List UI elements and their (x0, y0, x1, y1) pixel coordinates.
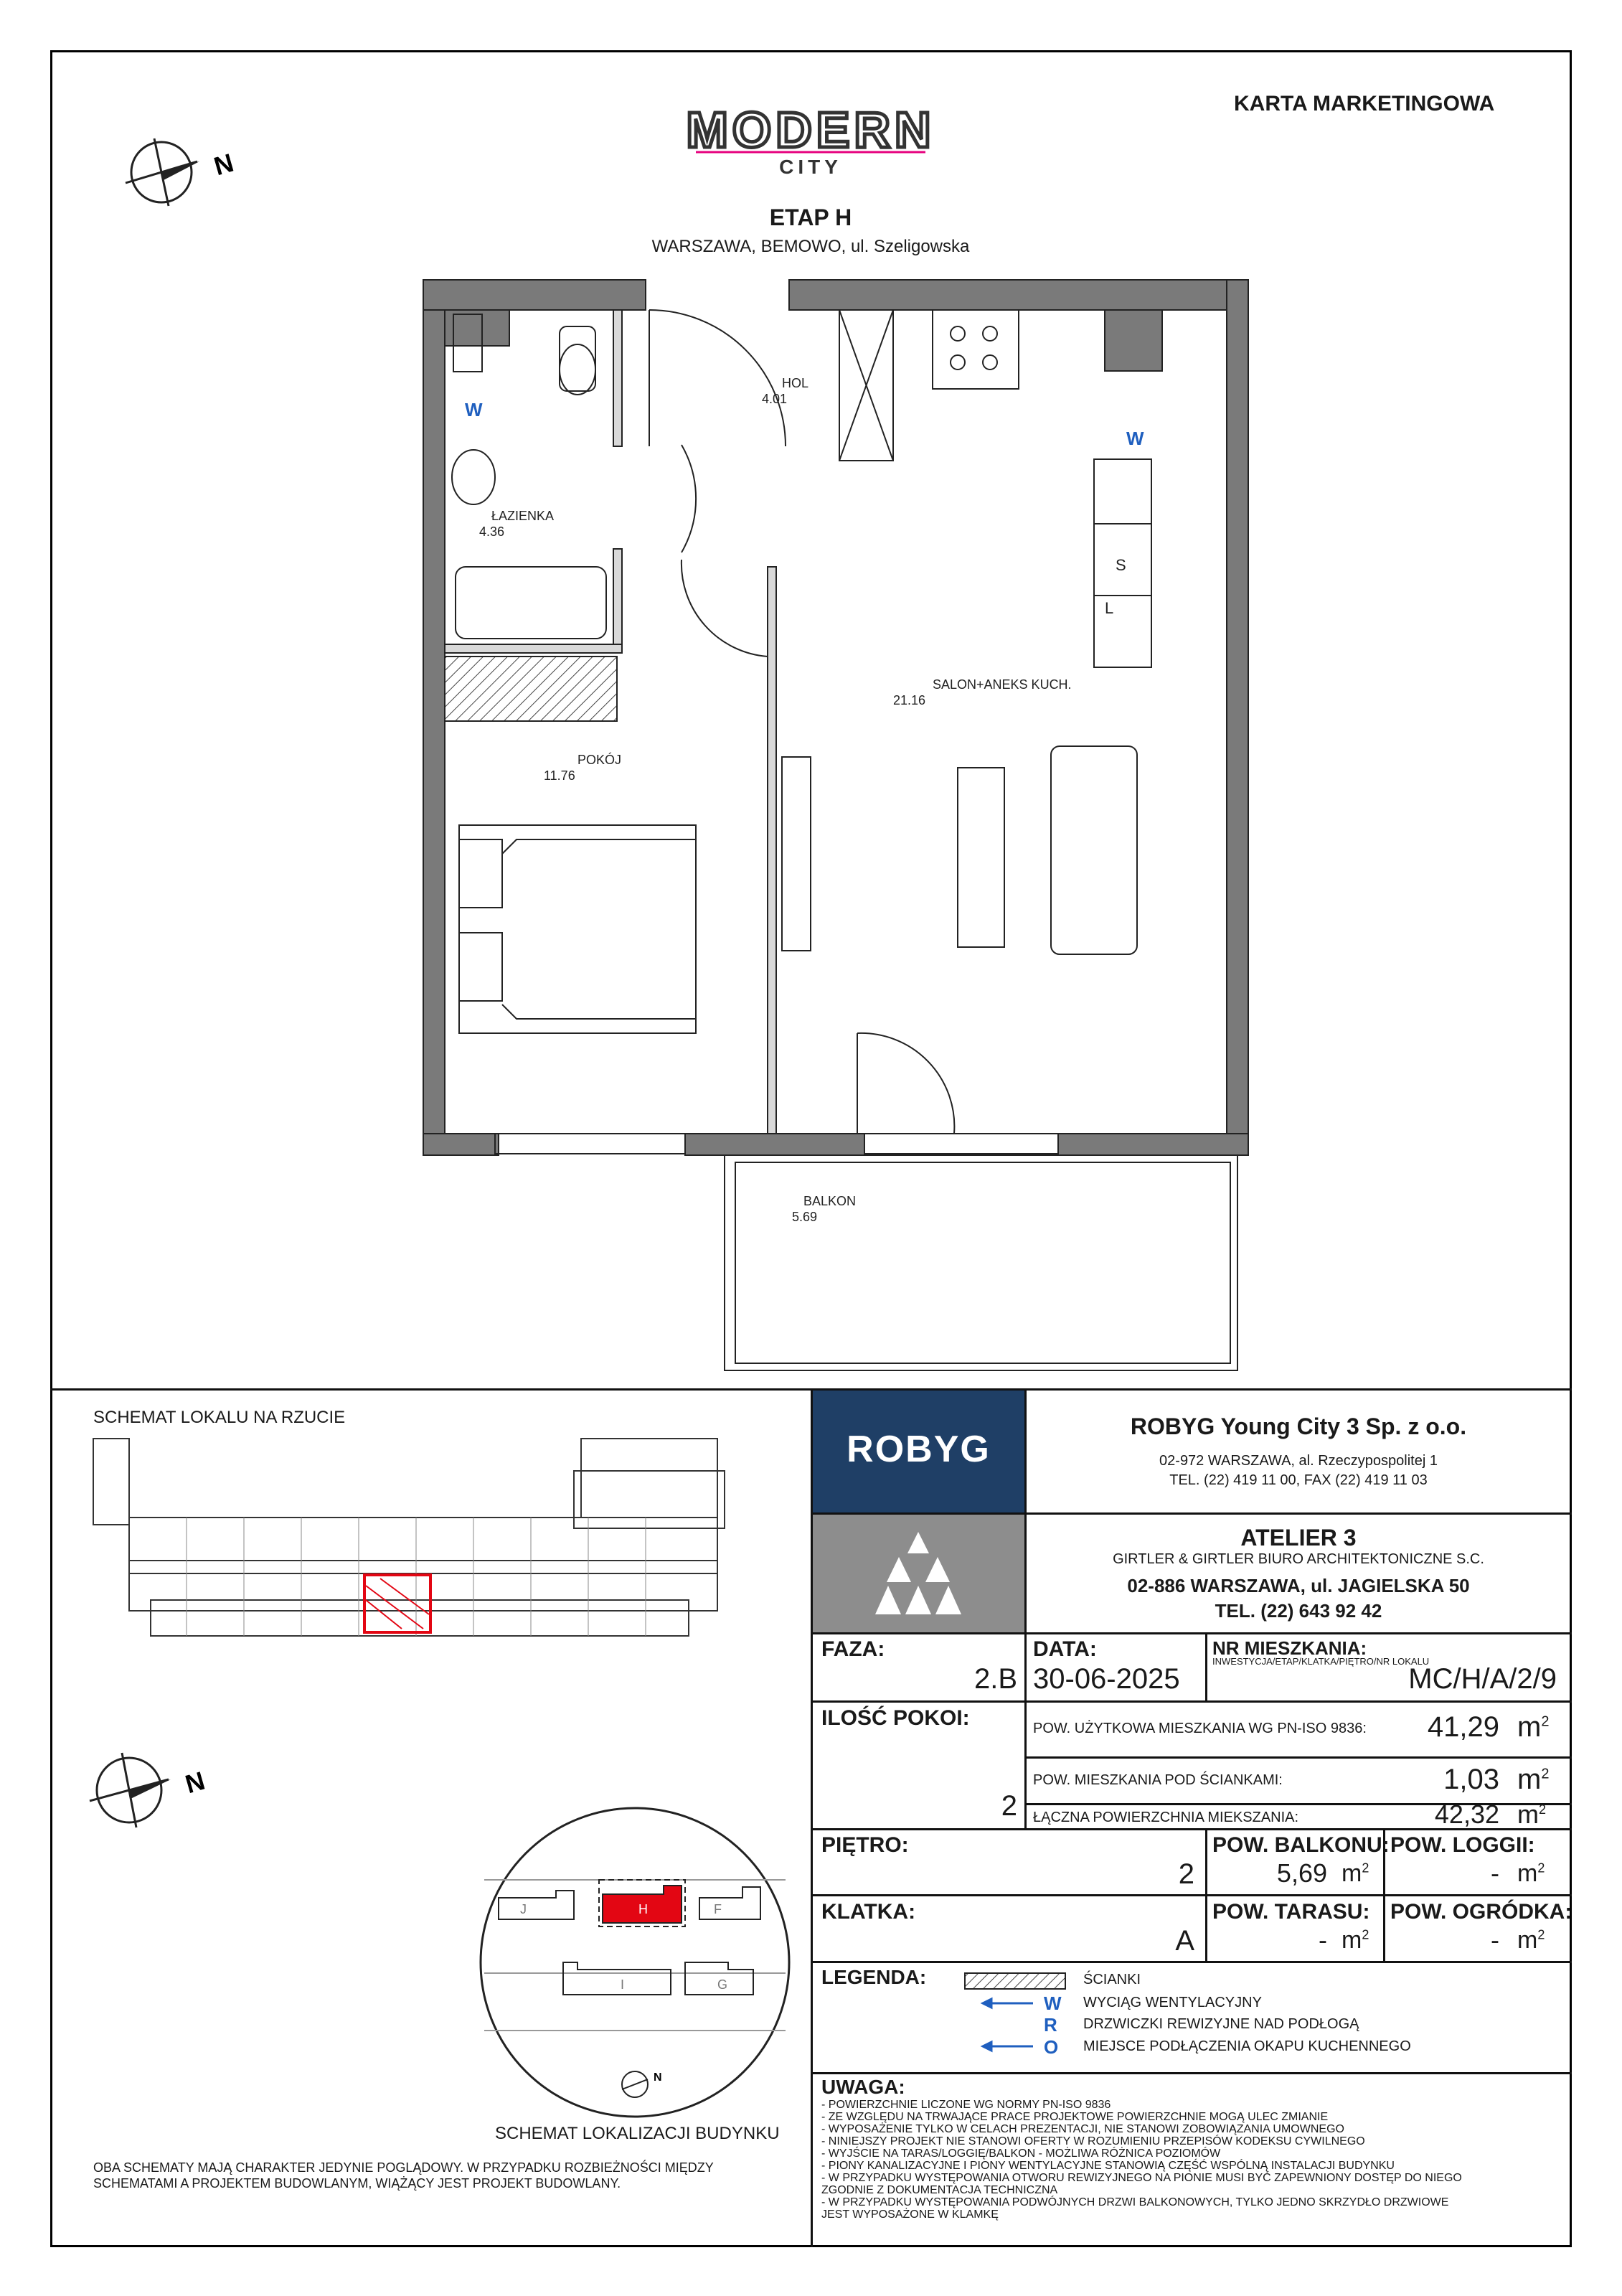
balkon-value: 5,69 (1276, 1858, 1327, 1888)
stage-title: ETAP H (769, 204, 852, 230)
loggia-value: - (1491, 1858, 1499, 1888)
svg-text:BALKON: BALKON (803, 1194, 857, 1208)
duvet (502, 839, 696, 1019)
compass-icon (122, 133, 265, 212)
cabinet (1094, 596, 1151, 667)
klatka-value: A (1175, 1925, 1194, 1957)
sofa (1051, 746, 1137, 954)
wall-pokoj-east (768, 567, 776, 1134)
svg-text:N: N (654, 2071, 662, 2084)
coffee-table (958, 768, 1004, 947)
svg-text:4.01: 4.01 (762, 392, 788, 406)
svg-text:H: H (638, 1902, 648, 1916)
taras-label: POW. TARASU: (1212, 1900, 1370, 1924)
notes-list: - POWIERZCHNIE LICZONE WG NORMY PN-ISO 9836 - ZE WZGLĘDU NA TRWAJĄCE PRACE PROJEKTOWE POWIERZCHNIE MOGĄ ULEC ZMIANIE - WYPOSAŻENIE TYLKO W CELACH PREZENTACJI, NIE STANOWI ZOBOWIĄZANIA UMOWNEGO - NINIEJSZY PROJEKT NIE STANOWI OFERTY W ROZUMIENIU PRZEPISÓW KODEKSU CYWILNEGO - WYJŚCIE NA TARAS/LOGGIĘ/BALKON - MOŻLIWA RÓŻNICA POZIOMÓW - PIONY KANALIZACYJNE I PIONY WENTYLACYJNE STANOWIĄ CZĘŚĆ WSPÓLNĄ INSTALACJI BUDYNKU - W PRZYPADKU WYSTĘPOWANIA OTWORU REWIZYJNEGO NA PIONIE MUSI BYĆ ZAPEWNIONY DOSTĘP DO NIEGO ZGODNIE Z DOKUMENTACJA TECHNICZNA - W PRZYPADKU WYSTĘPOWANIA PODWÓJNYCH DRZWI BALKONOWYCH, TYLKO JEDNO SKRZYDŁO DRZWIOWE JEST WYPOSAŻONE W KLAMKĘ (821, 2099, 1462, 2221)
compass-icon (86, 1747, 230, 1833)
bath-hatch (445, 657, 617, 721)
notes-title: UWAGA: (821, 2076, 905, 2098)
balcony-inner (735, 1162, 1230, 1363)
data-label: DATA: (1033, 1637, 1097, 1661)
legend-title: LEGENDA: (821, 1966, 927, 1988)
company-name: ROBYG Young City 3 Sp. z o.o. (1130, 1413, 1467, 1439)
balcony-outline (725, 1155, 1237, 1370)
nr-label: NR MIESZKANIA: (1212, 1637, 1367, 1659)
faza-label: FAZA: (821, 1637, 885, 1661)
wall-south-1 (423, 1134, 499, 1155)
washbasin (452, 450, 495, 504)
svg-text:W: W (1044, 1992, 1062, 2014)
legend-item-hood: MIEJSCE PODŁĄCZENIA OKAPU KUCHENNEGO (1083, 2038, 1411, 2054)
shaft-left (445, 310, 509, 346)
data-value: 30-06-2025 (1033, 1663, 1180, 1695)
ogrodek-label: POW. OGRÓDKA: (1390, 1900, 1573, 1924)
legend-item-walls: ŚCIANKI (1083, 1972, 1141, 1987)
svg-text:SALON+ANEKS KUCH.: SALON+ANEKS KUCH. (933, 677, 1072, 692)
atelier-sub: GIRTLER & GIRTLER BIURO ARCHITEKTONICZNE S.C. (1113, 1551, 1484, 1567)
bath-door-swing (682, 445, 696, 552)
bathtub (456, 567, 606, 639)
logo-sub: CITY (779, 156, 842, 178)
atelier-name: ATELIER 3 (1240, 1525, 1357, 1551)
pietro-label: PIĘTRO: (821, 1833, 909, 1857)
pokoj-door-swing (682, 560, 768, 657)
svg-text:HOL: HOL (782, 376, 809, 390)
pillow-2 (459, 933, 502, 1001)
balcony-door-swing (857, 1033, 954, 1134)
svg-text:N: N (210, 147, 237, 182)
window-salon (864, 1134, 1058, 1154)
nr-value: MC/H/A/2/9 (1408, 1663, 1557, 1695)
svg-text:F: F (714, 1902, 722, 1916)
ogrodek-value: - (1491, 1925, 1499, 1954)
svg-text:R: R (1044, 2014, 1057, 2036)
svg-text:I: I (621, 1977, 625, 1992)
company-address: 02-972 WARSZAWA, al. Rzeczypospolitej 1 (1159, 1453, 1438, 1469)
area-walls-value: 1,03 (1443, 1764, 1499, 1795)
brand-robyg: ROBYG (847, 1429, 991, 1470)
bed (459, 825, 696, 1033)
floor-plan (416, 273, 1263, 1378)
svg-text:O: O (1044, 2036, 1059, 2058)
location-scheme-title: SCHEMAT LOKALIZACJI BUDYNKU (495, 2124, 780, 2143)
svg-text:ŁAZIENKA: ŁAZIENKA (491, 509, 555, 523)
svg-text:5.69: 5.69 (792, 1210, 818, 1224)
svg-text:N: N (181, 1765, 208, 1799)
svg-text:11.76: 11.76 (544, 768, 575, 783)
highlighted-flat (364, 1575, 430, 1632)
wall-bath-south (445, 644, 622, 653)
nr-sublabel: INWESTYCJA/ETAP/KLATKA/PIĘTRO/NR LOKALU (1212, 1656, 1430, 1667)
klatka-label: KLATKA: (821, 1900, 916, 1924)
atelier-address: 02-886 WARSZAWA, ul. JAGIELSKA 50 (1127, 1575, 1470, 1596)
wall-bath-east-1 (613, 310, 622, 446)
wc-tank (560, 326, 595, 391)
loggia-label: POW. LOGGII: (1390, 1833, 1535, 1857)
area-walls-label: POW. MIESZKANIA POD ŚCIANKAMI: (1033, 1772, 1283, 1788)
atelier-tel: TEL. (22) 643 92 42 (1215, 1600, 1382, 1622)
building-floor-scheme (86, 1435, 789, 1715)
svg-text:W: W (1126, 428, 1144, 449)
wall-south-2 (685, 1134, 864, 1155)
wall-east (1227, 280, 1248, 1155)
wall-bath-east-2 (613, 549, 622, 653)
taras-value: - (1319, 1925, 1327, 1954)
address-line: WARSZAWA, BEMOWO, ul. Szeligowska (651, 237, 970, 256)
svg-text:POKÓJ: POKÓJ (577, 753, 622, 767)
area-total-value: 42,32 (1434, 1799, 1499, 1829)
cooktop (933, 310, 1019, 389)
site-location-scheme (470, 1801, 800, 2124)
area-usable-value: 41,29 (1427, 1711, 1499, 1743)
area-total-label: ŁĄCZNA POWIERZCHNIA MIEKSZANIA: (1033, 1810, 1299, 1825)
entry-door-swing (649, 310, 786, 446)
robyg-logo-box (813, 1391, 1024, 1514)
svg-text:21.16: 21.16 (893, 693, 926, 707)
plan-scheme-title: SCHEMAT LOKALU NA RZUCIE (93, 1408, 346, 1427)
modern-city-logo (682, 100, 940, 179)
disclaimer: OBA SCHEMATY MAJĄ CHARAKTER JEDYNIE POGLĄDOWY. W PRZYPADKU ROZBIEŻNOŚCI MIĘDZY SCHEMATAMI A PROJEKTEM BUDOWLANYM, WIĄŻĄCY JEST PROJEKT BUDOWLANY. (93, 2160, 714, 2191)
balkon-label: POW. BALKONU: (1212, 1833, 1390, 1857)
wall-south-3 (1058, 1134, 1248, 1155)
svg-text:J: J (520, 1902, 527, 1916)
legend-item-hatch: DRZWICZKI REWIZYJNE NAD PODŁOGĄ (1083, 2016, 1359, 2032)
area-usable-label: POW. UŻYTKOWA MIESZKANIA WG PN-ISO 9836: (1033, 1721, 1367, 1736)
kitchen-sink (1094, 459, 1151, 524)
svg-text:S: S (1116, 556, 1126, 574)
legend-item-vent: WYCIĄG WENTYLACYJNY (1083, 1995, 1262, 2010)
atelier-logo-box (813, 1514, 1024, 1632)
pillow-1 (459, 839, 502, 908)
faza-value: 2.B (973, 1663, 1017, 1695)
tv-stand (782, 757, 811, 951)
window-pokoj (495, 1134, 685, 1154)
wc-bowl (560, 344, 595, 395)
company-contact: TEL. (22) 419 11 00, FAX (22) 419 11 03 (1169, 1472, 1428, 1488)
wall-north-left (423, 280, 646, 310)
pokoi-label: ILOŚĆ POKOI: (821, 1706, 970, 1730)
svg-text:4.36: 4.36 (479, 524, 505, 539)
shaft-right (1105, 310, 1162, 371)
card-title: KARTA MARKETINGOWA (1234, 92, 1495, 116)
legend-symbols (961, 1970, 1076, 2063)
logo-word: MODERN (686, 102, 935, 158)
pietro-value: 2 (1178, 1858, 1194, 1890)
wall-west (423, 280, 445, 1155)
svg-text:W: W (465, 399, 483, 420)
wall-north-right (789, 280, 1248, 310)
svg-text:L: L (1105, 599, 1114, 617)
svg-text:G: G (717, 1977, 728, 1992)
pokoi-value: 2 (1001, 1790, 1017, 1822)
